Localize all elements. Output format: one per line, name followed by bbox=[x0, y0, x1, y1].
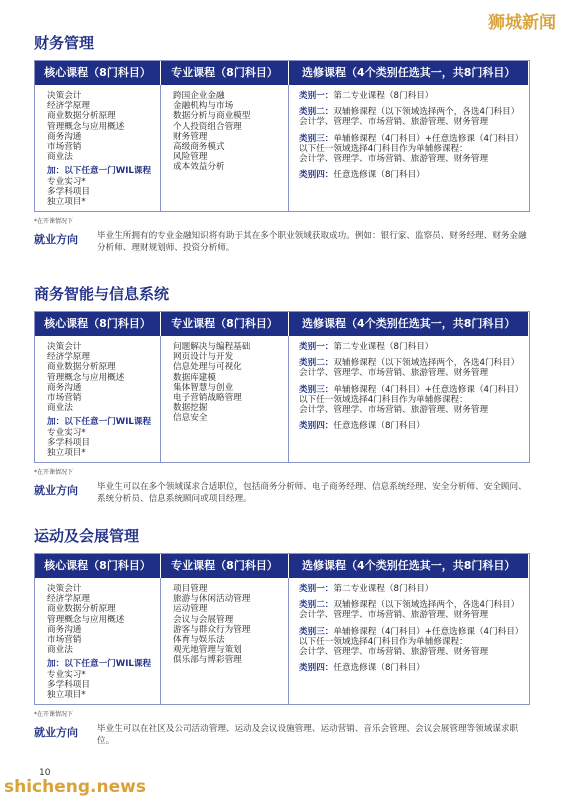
specialist-course-item: 会议与会展管理 bbox=[173, 614, 234, 625]
specialist-header: 专业课程（8门科目） bbox=[161, 554, 289, 578]
elective-category-text: 单辅修课程（4门科目）+任意选修课（4门科目） bbox=[333, 626, 524, 637]
specialist-header: 专业课程（8门科目） bbox=[161, 312, 289, 336]
wil-title: 加：以下任意一门WIL课程 bbox=[47, 417, 152, 428]
elective-category-text: 单辅修课程（4门科目）+任意选修课（4门科目） bbox=[333, 384, 524, 395]
core-course-item: 决策会计 bbox=[47, 584, 82, 594]
core-course-item: 商务沟通 bbox=[47, 382, 82, 393]
wil-course-item: 多学科项目 bbox=[47, 679, 90, 690]
specialist-course-item: 集体智慧与创业 bbox=[173, 382, 234, 393]
wil-course-item: 多学科项目 bbox=[47, 437, 90, 448]
core-header: 核心课程（8门科目） bbox=[35, 554, 161, 578]
specialist-course-item: 项目管理 bbox=[173, 584, 208, 594]
specialist-course-item: 体育与娱乐法 bbox=[173, 635, 225, 646]
footnote: *在开课情况下 bbox=[34, 711, 74, 719]
footnote: *在开课情况下 bbox=[34, 469, 74, 477]
elective-category-label: 类别二： bbox=[299, 358, 334, 369]
core-course-item: 市场营销 bbox=[47, 635, 82, 646]
elective-category bbox=[299, 107, 523, 127]
elective-category-text: 任意选修课（8门科目） bbox=[333, 421, 425, 432]
career-text: 毕业生所拥有的专业金融知识将有助于其在多个职业领域获取成功。例如：银行家、监察员、财务经理、财务金融分析师、理财规划师、投资分析师。 bbox=[97, 231, 527, 254]
core-course-item: 商业法 bbox=[47, 152, 73, 163]
elective-category bbox=[299, 385, 523, 416]
core-course-list bbox=[35, 85, 161, 211]
section-title: 财务管理 bbox=[34, 34, 95, 52]
wil-course-item: 多学科项目 bbox=[47, 186, 90, 197]
core-course-item: 经济学原理 bbox=[47, 352, 90, 363]
elective-course-list bbox=[289, 578, 529, 704]
elective-category bbox=[299, 91, 523, 101]
elective-category-label: 类别三： bbox=[299, 626, 334, 637]
core-course-item: 市场营销 bbox=[47, 142, 82, 153]
elective-category-text: 双辅修课程（以下领域选择两个，各选4门科目） bbox=[333, 600, 520, 611]
wil-course-item: 独立项目* bbox=[47, 448, 86, 459]
elective-category-text: 任意选修课（8门科目） bbox=[333, 663, 425, 674]
elective-category-label: 类别一： bbox=[299, 584, 334, 594]
core-header: 核心课程（8门科目） bbox=[35, 61, 161, 85]
course-table bbox=[34, 311, 530, 463]
elective-category bbox=[299, 663, 523, 673]
elective-category-text: 第二专业课程（8门科目） bbox=[333, 342, 434, 352]
specialist-course-item: 信息安全 bbox=[173, 413, 208, 424]
wil-course-item: 独立项目* bbox=[47, 197, 86, 208]
core-course-item: 决策会计 bbox=[47, 342, 82, 352]
core-course-item: 商业数据分析原理 bbox=[47, 111, 116, 122]
elective-sub-text: 会计学、管理学、市场营销、旅游管理、财务管理 bbox=[299, 368, 489, 379]
specialist-course-item: 问题解决与编程基础 bbox=[173, 342, 251, 352]
wil-title: 加：以下任意一门WIL课程 bbox=[47, 166, 152, 177]
career-label: 就业方向 bbox=[34, 726, 78, 740]
elective-sub-text: 会计学、管理学、市场营销、旅游管理、财务管理 bbox=[299, 154, 489, 165]
specialist-course-item: 风险管理 bbox=[173, 152, 208, 163]
core-course-item: 管理概念与应用概述 bbox=[47, 121, 125, 132]
elective-category-text: 任意选修课（8门科目） bbox=[333, 170, 425, 181]
section-title: 运动及会展管理 bbox=[34, 527, 140, 545]
core-course-item: 经济学原理 bbox=[47, 594, 90, 605]
page-number: 10 bbox=[39, 768, 51, 778]
elective-sub-text: 会计学、管理学、市场营销、旅游管理、财务管理 bbox=[299, 647, 489, 658]
elective-course-list bbox=[289, 336, 529, 462]
specialist-course-item: 数据分析与商业模型 bbox=[173, 111, 251, 122]
elective-category-text: 双辅修课程（以下领域选择两个，各选4门科目） bbox=[333, 358, 520, 369]
core-course-list bbox=[35, 578, 161, 704]
wil-course-item: 专业实习* bbox=[47, 176, 86, 187]
program-section bbox=[34, 525, 530, 747]
elective-category-label: 类别三： bbox=[299, 133, 334, 144]
specialist-course-item: 个人投资组合管理 bbox=[173, 121, 242, 132]
elective-sub-text: 会计学、管理学、市场营销、旅游管理、财务管理 bbox=[299, 610, 489, 621]
elective-course-list bbox=[289, 85, 529, 211]
core-course-item: 商业法 bbox=[47, 645, 73, 656]
elective-sub-text: 会计学、管理学、市场营销、旅游管理、财务管理 bbox=[299, 405, 489, 416]
watermark-url-text: shicheng.news bbox=[4, 777, 146, 797]
specialist-course-item: 成本效益分析 bbox=[173, 162, 225, 173]
core-header: 核心课程（8门科目） bbox=[35, 312, 161, 336]
elective-header: 选修课程（4个类别任选其一，共8门科目） bbox=[289, 312, 529, 336]
specialist-course-item: 数据挖掘 bbox=[173, 403, 208, 414]
elective-category-text: 单辅修课程（4门科目）+任意选修课（4门科目） bbox=[333, 133, 524, 144]
program-section bbox=[34, 283, 530, 505]
elective-category-label: 类别二： bbox=[299, 600, 334, 611]
specialist-course-list bbox=[161, 85, 289, 211]
core-course-item: 决策会计 bbox=[47, 91, 82, 101]
elective-sub-text: 以下任一领域选择4门科目作为单辅修课程： bbox=[299, 394, 468, 405]
section-title: 商务智能与信息系统 bbox=[34, 285, 170, 303]
core-course-item: 市场营销 bbox=[47, 393, 82, 404]
elective-category bbox=[299, 358, 523, 378]
specialist-course-item: 旅游与休闲活动管理 bbox=[173, 594, 251, 605]
elective-category bbox=[299, 584, 523, 594]
specialist-course-item: 数据库建模 bbox=[173, 372, 216, 383]
elective-category-label: 类别一： bbox=[299, 91, 334, 101]
core-course-item: 经济学原理 bbox=[47, 101, 90, 112]
elective-category-label: 类别四： bbox=[299, 170, 334, 181]
course-table bbox=[34, 60, 530, 212]
specialist-header: 专业课程（8门科目） bbox=[161, 61, 289, 85]
watermark-logo-text: 狮城新闻 bbox=[488, 13, 556, 33]
footnote: *在开课情况下 bbox=[34, 218, 74, 226]
elective-category-label: 类别四： bbox=[299, 421, 334, 432]
elective-header: 选修课程（4个类别任选其一，共8门科目） bbox=[289, 61, 529, 85]
career-label: 就业方向 bbox=[34, 233, 78, 247]
specialist-course-item: 高级商务模式 bbox=[173, 142, 225, 153]
core-course-item: 商业法 bbox=[47, 403, 73, 414]
program-section bbox=[34, 32, 530, 254]
career-row bbox=[34, 723, 530, 747]
specialist-course-item: 财务管理 bbox=[173, 131, 208, 142]
specialist-course-list bbox=[161, 336, 289, 462]
elective-category-text: 第二专业课程（8门科目） bbox=[333, 91, 434, 101]
specialist-course-item: 观光地管理与策划 bbox=[173, 645, 242, 656]
elective-category bbox=[299, 170, 523, 180]
elective-category-text: 双辅修课程（以下领域选择两个，各选4门科目） bbox=[333, 107, 520, 118]
wil-course-item: 独立项目* bbox=[47, 690, 86, 701]
specialist-course-item: 运动管理 bbox=[173, 604, 208, 615]
elective-category-label: 类别一： bbox=[299, 342, 334, 352]
core-course-item: 商业数据分析原理 bbox=[47, 362, 116, 373]
elective-category-label: 类别三： bbox=[299, 384, 334, 395]
career-row bbox=[34, 481, 530, 505]
specialist-course-item: 信息处理与可视化 bbox=[173, 362, 242, 373]
core-course-item: 管理概念与应用概述 bbox=[47, 614, 125, 625]
career-text: 毕业生可以在多个领域谋求合适职位，包括商务分析师、电子商务经理、信息系统经理、安全分析师、安全顾问、系统分析员、信息系统顾问或项目经理。 bbox=[97, 482, 527, 505]
elective-category bbox=[299, 421, 523, 431]
specialist-course-list bbox=[161, 578, 289, 704]
wil-course-item: 专业实习* bbox=[47, 669, 86, 680]
wil-course-item: 专业实习* bbox=[47, 427, 86, 438]
elective-category bbox=[299, 627, 523, 658]
elective-category bbox=[299, 342, 523, 352]
core-course-item: 商务沟通 bbox=[47, 131, 82, 142]
specialist-course-item: 跨国企业金融 bbox=[173, 91, 225, 101]
elective-category bbox=[299, 600, 523, 620]
core-course-item: 管理概念与应用概述 bbox=[47, 372, 125, 383]
career-text: 毕业生可以在社区及公司活动管理、运动及会议设施管理、运动营销、音乐会管理、会议会展管理等领域谋求职位。 bbox=[97, 724, 519, 747]
core-course-list bbox=[35, 336, 161, 462]
specialist-course-item: 电子营销战略管理 bbox=[173, 393, 242, 404]
specialist-course-item: 俱乐部与博彩管理 bbox=[173, 655, 242, 666]
elective-header: 选修课程（4个类别任选其一，共8门科目） bbox=[289, 554, 529, 578]
elective-category-text: 第二专业课程（8门科目） bbox=[333, 584, 434, 594]
elective-category-label: 类别二： bbox=[299, 107, 334, 118]
elective-sub-text: 以下任一领域选择4门科目作为单辅修课程： bbox=[299, 636, 468, 647]
career-row bbox=[34, 230, 530, 254]
specialist-course-item: 网页设计与开发 bbox=[173, 352, 234, 363]
elective-sub-text: 会计学、管理学、市场营销、旅游管理、财务管理 bbox=[299, 117, 489, 128]
wil-title: 加：以下任意一门WIL课程 bbox=[47, 659, 152, 670]
core-course-item: 商业数据分析原理 bbox=[47, 604, 116, 615]
career-label: 就业方向 bbox=[34, 484, 78, 498]
specialist-course-item: 游客与群众行为管理 bbox=[173, 624, 251, 635]
elective-sub-text: 以下任一领域选择4门科目作为单辅修课程： bbox=[299, 143, 468, 154]
elective-category bbox=[299, 134, 523, 165]
specialist-course-item: 金融机构与市场 bbox=[173, 101, 234, 112]
elective-category-label: 类别四： bbox=[299, 663, 334, 674]
course-table bbox=[34, 553, 530, 705]
core-course-item: 商务沟通 bbox=[47, 624, 82, 635]
